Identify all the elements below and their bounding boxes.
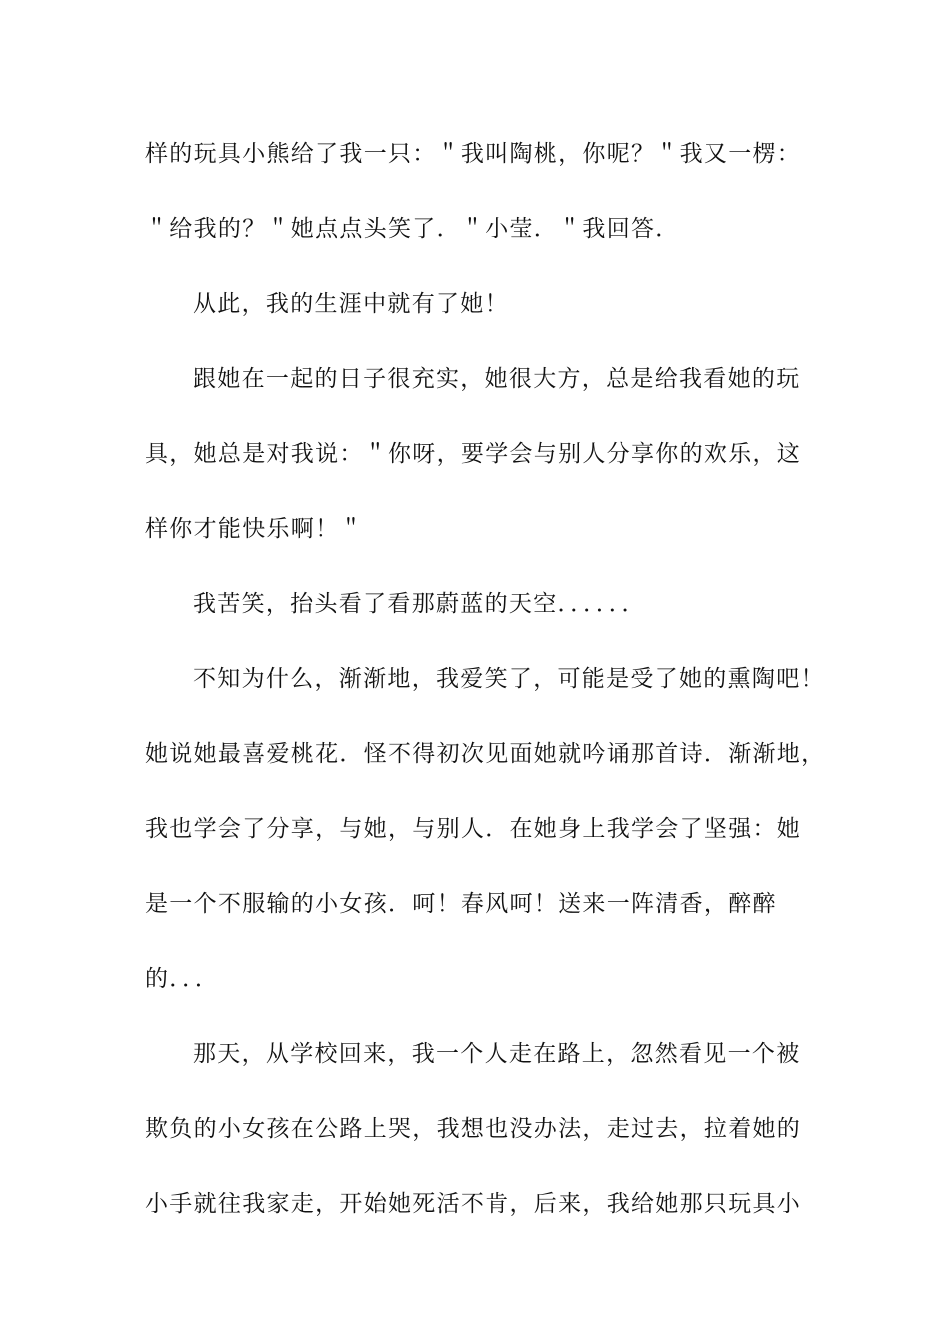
text-line: 样的玩具小熊给了我一只：＂我叫陶桃，你呢？＂我又一楞：	[145, 141, 802, 167]
paragraph-first-line: 跟她在一起的日子很充实，她很大方，总是给我看她的玩	[193, 366, 801, 392]
text-line: 我也学会了分享，与她，与别人．在她身上我学会了坚强：她	[145, 816, 802, 842]
text-line: 她说她最喜爱桃花．怪不得初次见面她就吟诵那首诗．渐渐地，	[145, 741, 826, 767]
text-line: 欺负的小女孩在公路上哭，我想也没办法，走过去，拉着她的	[145, 1116, 802, 1142]
paragraph-first-line: 从此，我的生涯中就有了她！	[193, 291, 509, 317]
text-line: 具，她总是对我说：＂你呀，要学会与别人分享你的欢乐，这	[145, 441, 802, 467]
paragraph-first-line: 那天，从学校回来，我一个人走在路上，忽然看见一个被	[193, 1041, 801, 1067]
text-line: 的．．．	[145, 966, 220, 992]
paragraph-first-line: 不知为什么，渐渐地，我爱笑了，可能是受了她的熏陶吧！	[193, 666, 825, 692]
text-line: 小手就往我家走，开始她死活不肯，后来，我给她那只玩具小	[145, 1191, 802, 1217]
text-line: 样你才能快乐啊！＂	[145, 516, 364, 542]
paragraph-first-line: 我苦笑，抬头看了看那蔚蓝的天空．．．．．．	[193, 591, 646, 617]
text-line: ＂给我的？＂她点点头笑了．＂小莹．＂我回答．	[145, 216, 680, 242]
text-line: 是一个不服输的小女孩．呵！春风呵！送来一阵清香，醉醉	[145, 891, 777, 917]
